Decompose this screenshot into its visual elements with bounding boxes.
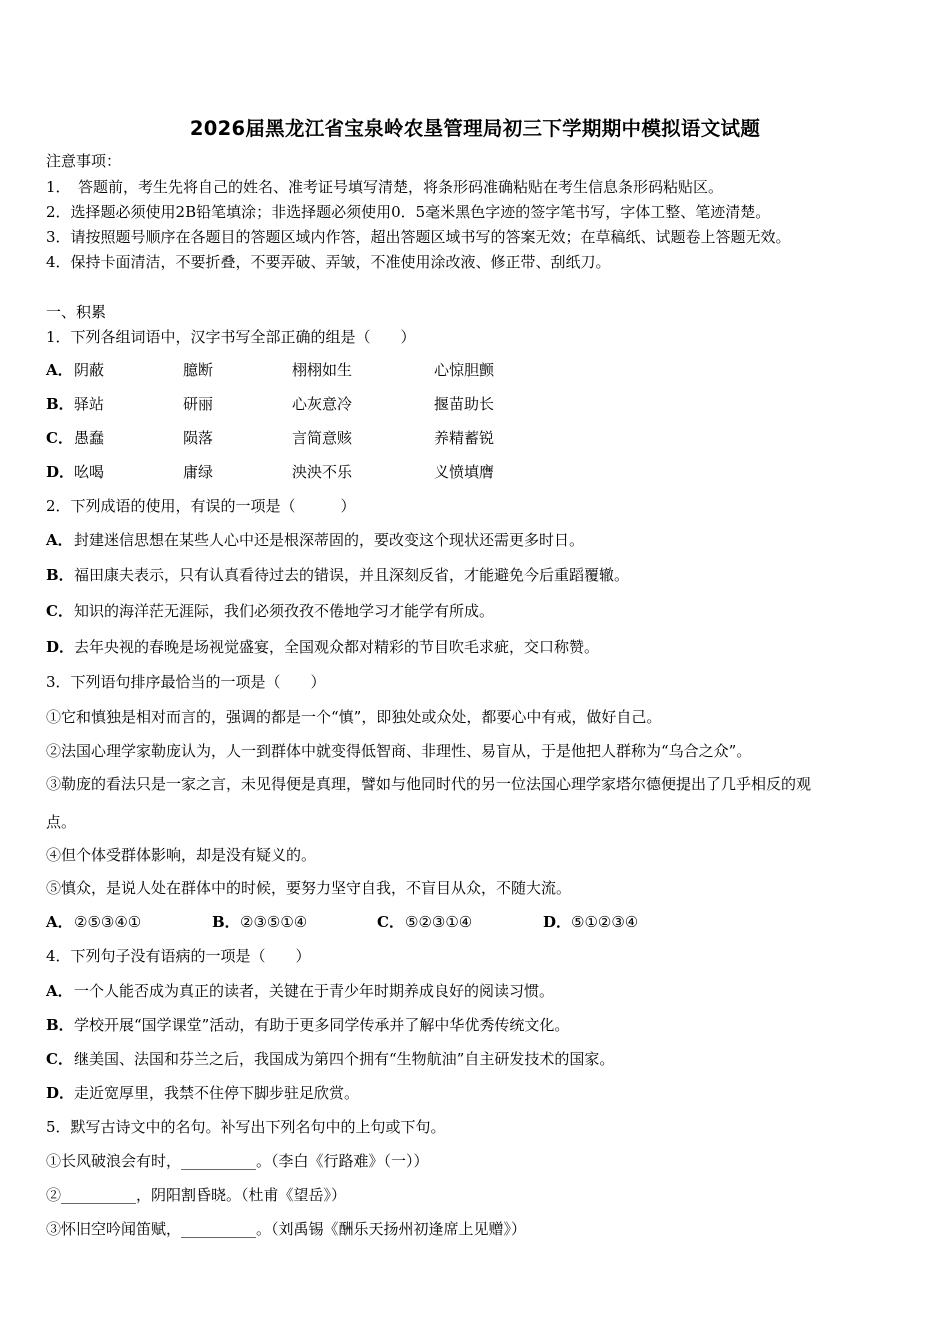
word: 养精蓄锐 — [434, 429, 495, 447]
option-text: ⑤②③①④ — [405, 913, 473, 931]
option-text: 走近宽厚里，我禁不住停下脚步驻足欣赏。 — [74, 1084, 360, 1102]
q5-stem: 5．默写古诗文中的名句。补写出下列名句中的上句或下句。 — [46, 1118, 446, 1136]
option-key: D． — [46, 638, 75, 656]
q3-sentence-2: ②法国心理学家勒庞认为，人一到群体中就变得低智商、非理性、易盲从，于是他把人群称为“乌合之众”。 — [46, 742, 752, 760]
option-text: 福田康夫表示，只有认真看待过去的错误，并且深刻反省，才能避免今后重蹈覆辙。 — [74, 566, 630, 584]
option-key: A． — [46, 361, 73, 379]
q5-item-1: ①长风破浪会有时，__________。（李白《行路难》（一）） — [46, 1152, 429, 1170]
option-text: ⑤①②③④ — [571, 913, 639, 931]
option-text: ②③⑤①④ — [240, 913, 308, 931]
page-title: 2026届黑龙江省宝泉岭农垦管理局初三下学期期中模拟语文试题 — [189, 117, 761, 140]
q3-sentence-1: ①它和慎独是相对而言的，强调的都是一个“慎”，即独处或众处，都要心中有戒，做好自己。 — [46, 708, 662, 726]
option-text: 封建迷信思想在某些人心中还是根深蒂固的，要改变这个现状还需更多时日。 — [74, 531, 585, 549]
word: 庸绿 — [183, 463, 214, 481]
q5-item-2: ②__________，阴阳割昏晓。（杜甫《望岳》） — [46, 1186, 347, 1204]
option-text: 去年央视的春晚是场视觉盛宴，全国观众都对精彩的节目吹毛求疵，交口称赞。 — [74, 638, 600, 656]
word: 言简意赅 — [292, 429, 353, 447]
q4-stem: 4．下列句子没有语病的一项是（ ） — [46, 947, 311, 965]
word: 吆喝 — [74, 463, 105, 481]
option-key: A． — [46, 531, 73, 549]
notice-item-3: 3．请按照题号顺序在各题目的答题区域内作答，超出答题区域书写的答案无效；在草稿纸、试题卷上答题无效。 — [46, 228, 791, 246]
option-key: A． — [46, 913, 73, 931]
option-text: 一个人能否成为真正的读者，关键在于青少年时期养成良好的阅读习惯。 — [74, 982, 555, 1000]
word: 臆断 — [183, 361, 214, 379]
option-key: B． — [212, 913, 240, 931]
option-key: C． — [46, 1050, 73, 1068]
word: 愚蠢 — [74, 429, 105, 447]
q3-sentence-3: ③勒庞的看法只是一家之言，未见得便是真理，譬如与他同时代的另一位法国心理学家塔尔德便提出了几乎相反的观 — [46, 775, 812, 793]
word: 陨落 — [183, 429, 214, 447]
word: 栩栩如生 — [292, 361, 353, 379]
word: 心惊胆颤 — [434, 361, 495, 379]
notice-heading: 注意事项： — [46, 152, 122, 170]
word: 阴蔽 — [74, 361, 105, 379]
option-key: C． — [377, 913, 404, 931]
option-text: 学校开展“国学课堂”活动，有助于更多同学传承并了解中华优秀传统文化。 — [74, 1016, 570, 1034]
option-key: B． — [46, 395, 74, 413]
section-heading: 一、积累 — [46, 303, 107, 321]
option-text: 知识的海洋茫无涯际，我们必须孜孜不倦地学习才能学有所成。 — [74, 602, 495, 620]
word: 研丽 — [183, 395, 214, 413]
notice-item-1: 1． 答题前，考生先将自己的姓名、准考证号填写清楚，将条形码准确粘贴在考生信息条形码粘贴区。 — [46, 178, 724, 196]
q2-stem: 2．下列成语的使用，有误的一项是（ ） — [46, 497, 356, 515]
option-text: 继美国、法国和芬兰之后，我国成为第四个拥有“生物航油”自主研发技术的国家。 — [74, 1050, 615, 1068]
q1-stem: 1．下列各组词语中，汉字书写全部正确的组是（ ） — [46, 328, 416, 346]
q3-sentence-5: ⑤慎众，是说人处在群体中的时候，要努力坚守自我，不盲目从众，不随大流。 — [46, 879, 572, 897]
word: 泱泱不乐 — [292, 463, 353, 481]
q3-stem: 3．下列语句排序最恰当的一项是（ ） — [46, 673, 326, 691]
option-key: B． — [46, 1016, 74, 1034]
option-text: ②⑤③④① — [74, 913, 142, 931]
option-key: D． — [543, 913, 572, 931]
option-key: B． — [46, 566, 74, 584]
word: 义愤填膺 — [434, 463, 495, 481]
option-key: D． — [46, 1084, 75, 1102]
word: 心灰意冷 — [292, 395, 353, 413]
q5-item-3: ③怀旧空吟闻笛赋，__________。（刘禹锡《酬乐天扬州初逢席上见赠》） — [46, 1220, 527, 1238]
option-key: C． — [46, 429, 73, 447]
option-key: C． — [46, 602, 73, 620]
word: 揠苗助长 — [434, 395, 495, 413]
notice-item-2: 2．选择题必须使用2B铅笔填涂；非选择题必须使用0．5毫米黑色字迹的签字笔书写，字体工整、笔迹清楚。 — [46, 203, 771, 221]
word: 驿站 — [74, 395, 105, 413]
option-key: D． — [46, 463, 75, 481]
q3-sentence-3-cont: 点。 — [46, 813, 77, 831]
notice-item-4: 4．保持卡面清洁，不要折叠，不要弄破、弄皱，不准使用涂改液、修正带、刮纸刀。 — [46, 253, 611, 271]
option-key: A． — [46, 982, 73, 1000]
q3-sentence-4: ④但个体受群体影响，却是没有疑义的。 — [46, 846, 317, 864]
